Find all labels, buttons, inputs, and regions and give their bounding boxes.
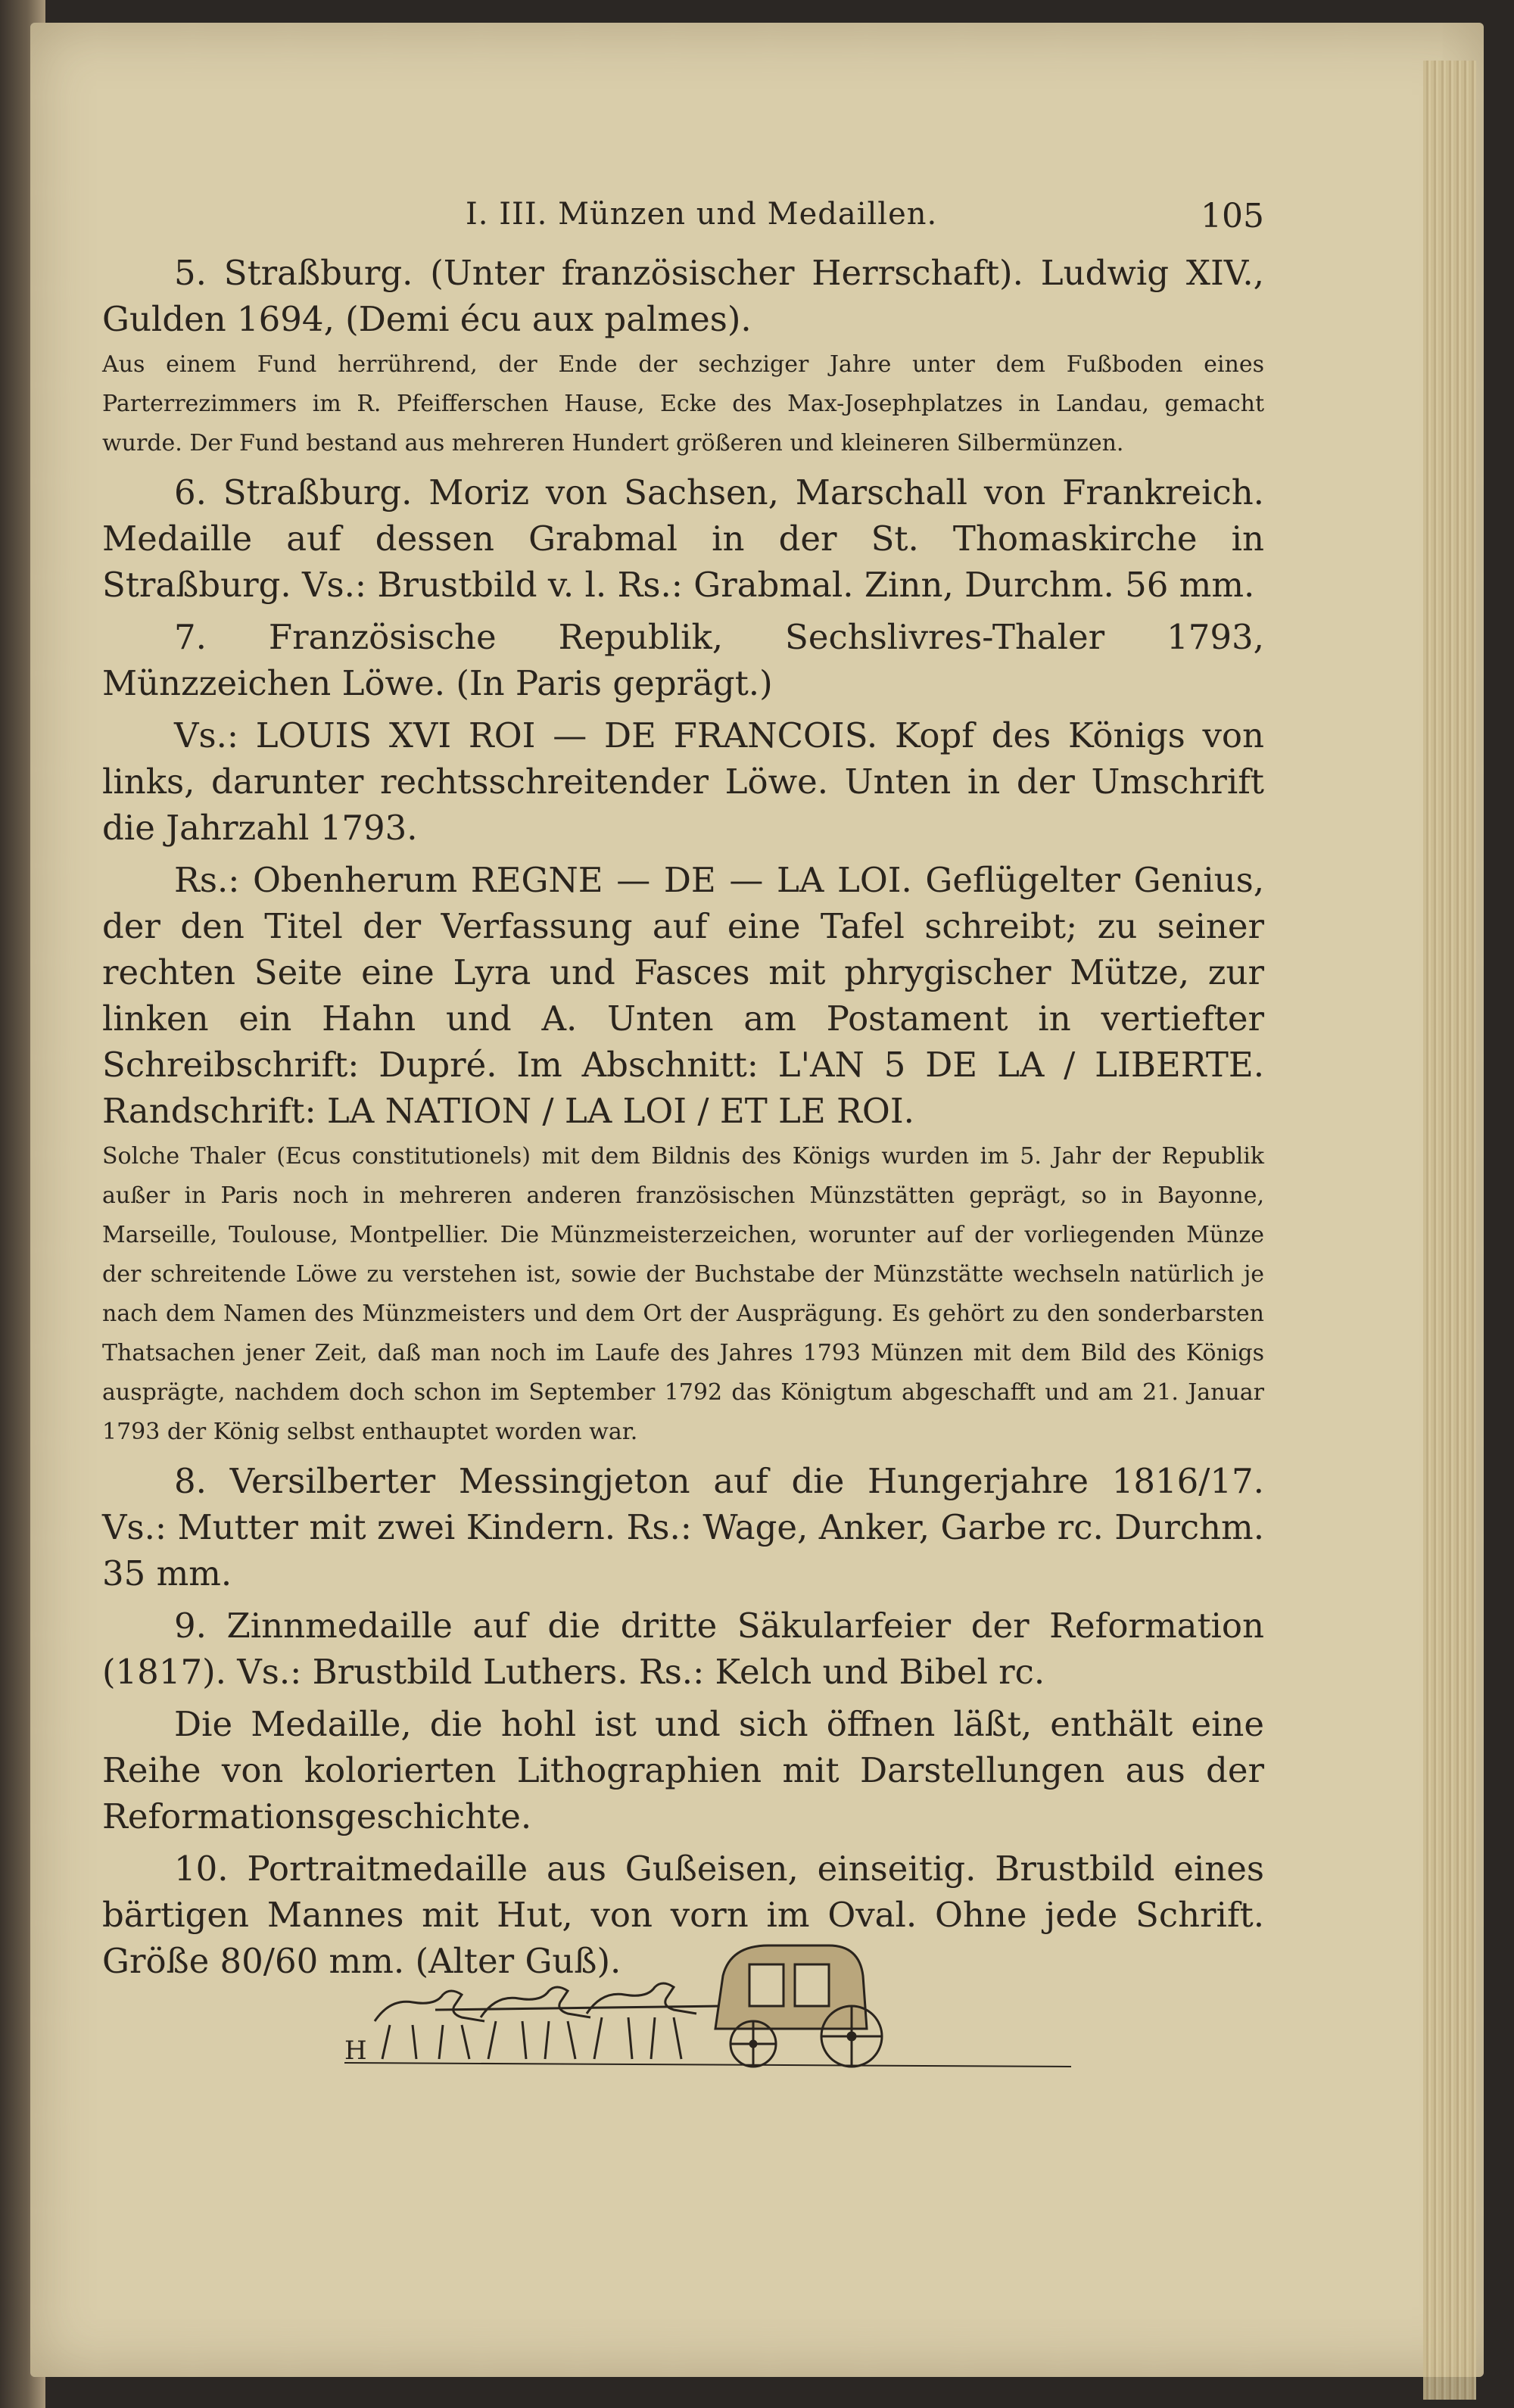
entry-9: 9. Zinnmedaille auf die dritte Säkularfeier der Reformation (1817). Vs.: Brustbild Luthers. Rs.: Kelch und Bibel rc. (102, 1606, 1264, 1692)
entry-7-reverse: Rs.: Obenherum REGNE — DE — LA LOI. Geflügelter Genius, der den Titel der Verfassung auf eine Tafel schreibt; zu seiner rechten Seite eine Lyra und Fasces mit phrygischer Mütze, zur linken ein Hahn und A. Unten am Postament in vertiefter Schreibschrift: Dupré. Im Abschnitt: L'AN 5 DE LA / LIBERTE. Randschrift: LA NATION / LA LOI / ET LE ROI. (102, 860, 1264, 1131)
illustration-signature: H (344, 2036, 367, 2066)
page-number: 105 (1201, 197, 1264, 235)
entry-5-note: Aus einem Fund herrührend, der Ende der sechziger Jahre unter dem Fußboden eines Parterrezimmers im R. Pfeifferschen Hause, Ecke des Max-Josephplatzes in Landau, gemacht wurde. Der Fund bestand aus mehreren Hundert größeren und kleineren Silbermünzen. (102, 351, 1264, 456)
entry-6: 6. Straßburg. Moriz von Sachsen, Marschall von Frankreich. Medaille auf dessen Grabmal in der St. Thomaskirche in Straßburg. Vs.: Brustbild v. l. Rs.: Grabmal. Zinn, Durchm. 56 mm. (102, 472, 1264, 605)
entry-7: 7. Französische Republik, Sechslivres-Thaler 1793, Münzzeichen Löwe. (In Paris geprägt.) (102, 617, 1264, 703)
entry-7-obverse: Vs.: LOUIS XVI ROI — DE FRANCOIS. Kopf des Königs von links, darunter rechtsschreitender Löwe. Unten in der Umschrift die Jahrzahl 1793. (102, 715, 1264, 848)
page-stack-edge (1423, 61, 1476, 2400)
entry-5: 5. Straßburg. (Unter französischer Herrschaft). Ludwig XIV., Gulden 1694, (Demi écu aux palmes). (102, 253, 1264, 339)
entry-9-description: Die Medaille, die hohl ist und sich öffnen läßt, enthält eine Reihe von kolorierten Lithographien mit Darstellungen aus der Reformationsgeschichte. (102, 1704, 1264, 1836)
entry-10: 10. Portraitmedaille aus Gußeisen, einseitig. Brustbild eines bärtigen Mannes mit Hut, von vorn im Oval. Ohne jede Schrift. Größe 80/60 mm. (Alter Guß). (102, 1849, 1264, 1981)
section-title: I. III. Münzen und Medaillen. (466, 197, 938, 232)
page-content (102, 189, 1264, 2066)
horse-carriage-vignette-icon (329, 1930, 1086, 2082)
running-header (102, 189, 1264, 250)
entry-7-note: Solche Thaler (Ecus constitutionels) mit dem Bildnis des Königs wurden im 5. Jahr der Republik außer in Paris noch in mehreren anderen französischen Münzstätten geprägt, so in Bayonne, Marseille, Toulouse, Montpellier. Die Münzmeisterzeichen, worunter auf der vorliegenden Münze der schreitende Löwe zu verstehen ist, sowie der Buchstabe der Münzstätte wechseln natürlich je nach dem Namen des Münzmeisters und dem Ort der Ausprägung. Es gehört zu den sonderbarsten Thatsachen jener Zeit, daß man noch im Laufe des Jahres 1793 Münzen mit dem Bild des Königs ausprägte, nachdem doch schon im September 1792 das Königtum abgeschafft und am 21. Januar 1793 der König selbst enthauptet worden war. (102, 1143, 1264, 1445)
entry-8: 8. Versilberter Messingjeton auf die Hungerjahre 1816/17. Vs.: Mutter mit zwei Kindern. Rs.: Wage, Anker, Garbe rc. Durchm. 35 mm. (102, 1461, 1264, 1593)
